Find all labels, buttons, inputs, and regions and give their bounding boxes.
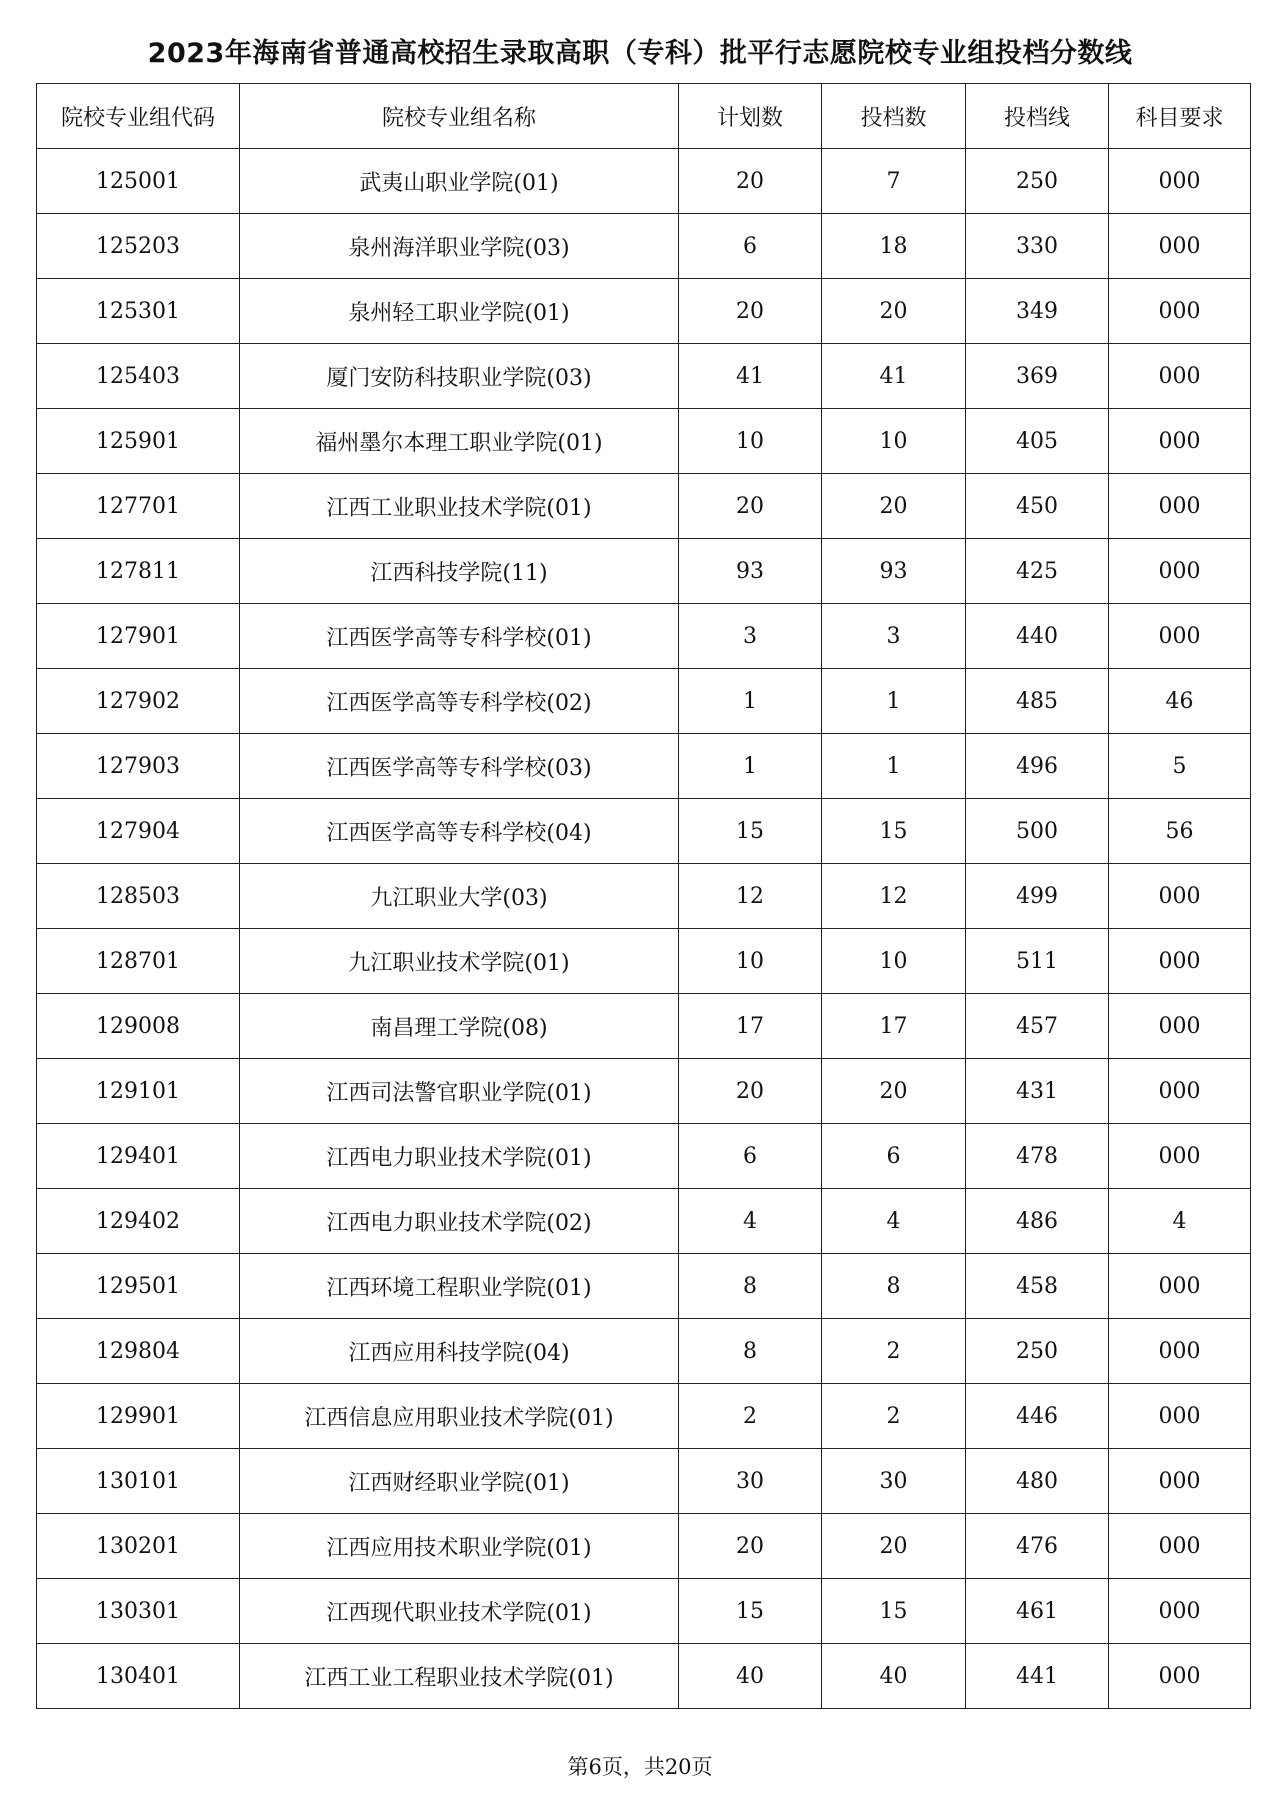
cell-subject-requirement: 000 bbox=[1109, 279, 1251, 344]
cell-filed-count: 40 bbox=[822, 1644, 966, 1709]
table-row bbox=[37, 1644, 1251, 1709]
cell-group-code: 130401 bbox=[37, 1644, 240, 1709]
cell-group-name: 江西工业工程职业技术学院(01) bbox=[240, 1644, 679, 1709]
cell-cutoff-score: 369 bbox=[966, 344, 1109, 409]
cell-filed-count: 20 bbox=[822, 1514, 966, 1579]
cell-group-name: 武夷山职业学院(01) bbox=[240, 149, 679, 214]
cell-subject-requirement: 000 bbox=[1109, 929, 1251, 994]
cell-filed-count: 15 bbox=[822, 799, 966, 864]
table-row bbox=[37, 1059, 1251, 1124]
cell-subject-requirement: 000 bbox=[1109, 214, 1251, 279]
cell-subject-requirement: 000 bbox=[1109, 1059, 1251, 1124]
table-row bbox=[37, 1579, 1251, 1644]
table-body bbox=[37, 149, 1251, 1709]
table-row bbox=[37, 864, 1251, 929]
cell-plan-count: 2 bbox=[679, 1384, 822, 1449]
cell-group-name: 江西财经职业学院(01) bbox=[240, 1449, 679, 1514]
cell-group-code: 129901 bbox=[37, 1384, 240, 1449]
cell-plan-count: 20 bbox=[679, 474, 822, 539]
cell-group-code: 127903 bbox=[37, 734, 240, 799]
cell-plan-count: 93 bbox=[679, 539, 822, 604]
cell-group-name: 江西电力职业技术学院(01) bbox=[240, 1124, 679, 1189]
page-title: 2023年海南省普通高校招生录取高职（专科）批平行志愿院校专业组投档分数线 bbox=[147, 38, 1133, 69]
cell-group-name: 南昌理工学院(08) bbox=[240, 994, 679, 1059]
cell-filed-count: 12 bbox=[822, 864, 966, 929]
cell-filed-count: 7 bbox=[822, 149, 966, 214]
cell-subject-requirement: 000 bbox=[1109, 1384, 1251, 1449]
cell-group-name: 泉州海洋职业学院(03) bbox=[240, 214, 679, 279]
table-row bbox=[37, 409, 1251, 474]
table-row bbox=[37, 669, 1251, 734]
cell-plan-count: 8 bbox=[679, 1254, 822, 1319]
cell-group-name: 江西医学高等专科学校(02) bbox=[240, 669, 679, 734]
cell-group-name: 江西科技学院(11) bbox=[240, 539, 679, 604]
cell-cutoff-score: 250 bbox=[966, 149, 1109, 214]
cell-plan-count: 6 bbox=[679, 214, 822, 279]
score-table bbox=[36, 83, 1251, 1709]
cell-group-code: 125301 bbox=[37, 279, 240, 344]
cell-group-name: 九江职业技术学院(01) bbox=[240, 929, 679, 994]
cell-filed-count: 3 bbox=[822, 604, 966, 669]
cell-filed-count: 1 bbox=[822, 669, 966, 734]
cell-group-code: 130201 bbox=[37, 1514, 240, 1579]
cell-group-name: 九江职业大学(03) bbox=[240, 864, 679, 929]
cell-plan-count: 20 bbox=[679, 279, 822, 344]
cell-subject-requirement: 000 bbox=[1109, 604, 1251, 669]
cell-subject-requirement: 000 bbox=[1109, 409, 1251, 474]
cell-cutoff-score: 476 bbox=[966, 1514, 1109, 1579]
cell-filed-count: 4 bbox=[822, 1189, 966, 1254]
table-row bbox=[37, 344, 1251, 409]
cell-cutoff-score: 500 bbox=[966, 799, 1109, 864]
cell-cutoff-score: 478 bbox=[966, 1124, 1109, 1189]
cell-plan-count: 3 bbox=[679, 604, 822, 669]
cell-plan-count: 20 bbox=[679, 1059, 822, 1124]
cell-plan-count: 10 bbox=[679, 409, 822, 474]
cell-group-code: 129401 bbox=[37, 1124, 240, 1189]
cell-plan-count: 1 bbox=[679, 669, 822, 734]
cell-group-code: 129101 bbox=[37, 1059, 240, 1124]
cell-subject-requirement: 46 bbox=[1109, 669, 1251, 734]
cell-filed-count: 20 bbox=[822, 1059, 966, 1124]
table-header-row bbox=[37, 84, 1251, 149]
cell-plan-count: 40 bbox=[679, 1644, 822, 1709]
cell-group-code: 130301 bbox=[37, 1579, 240, 1644]
table-row bbox=[37, 539, 1251, 604]
table-row bbox=[37, 1124, 1251, 1189]
cell-subject-requirement: 000 bbox=[1109, 1254, 1251, 1319]
cell-cutoff-score: 431 bbox=[966, 1059, 1109, 1124]
table-row bbox=[37, 279, 1251, 344]
cell-filed-count: 6 bbox=[822, 1124, 966, 1189]
header-plan-count: 计划数 bbox=[679, 84, 822, 149]
cell-filed-count: 30 bbox=[822, 1449, 966, 1514]
cell-cutoff-score: 450 bbox=[966, 474, 1109, 539]
cell-plan-count: 15 bbox=[679, 1579, 822, 1644]
cell-filed-count: 18 bbox=[822, 214, 966, 279]
header-subject-requirement: 科目要求 bbox=[1109, 84, 1251, 149]
cell-group-code: 127901 bbox=[37, 604, 240, 669]
cell-group-name: 江西医学高等专科学校(03) bbox=[240, 734, 679, 799]
table-row bbox=[37, 214, 1251, 279]
cell-group-code: 127701 bbox=[37, 474, 240, 539]
cell-group-name: 江西应用技术职业学院(01) bbox=[240, 1514, 679, 1579]
cell-group-name: 厦门安防科技职业学院(03) bbox=[240, 344, 679, 409]
cell-filed-count: 20 bbox=[822, 279, 966, 344]
cell-group-name: 江西电力职业技术学院(02) bbox=[240, 1189, 679, 1254]
page-number: 第6页，共20页 bbox=[567, 1755, 713, 1779]
cell-cutoff-score: 485 bbox=[966, 669, 1109, 734]
cell-subject-requirement: 000 bbox=[1109, 994, 1251, 1059]
cell-subject-requirement: 000 bbox=[1109, 1449, 1251, 1514]
cell-subject-requirement: 000 bbox=[1109, 1644, 1251, 1709]
cell-filed-count: 15 bbox=[822, 1579, 966, 1644]
cell-subject-requirement: 000 bbox=[1109, 864, 1251, 929]
cell-group-code: 125901 bbox=[37, 409, 240, 474]
cell-subject-requirement: 000 bbox=[1109, 539, 1251, 604]
cell-plan-count: 17 bbox=[679, 994, 822, 1059]
cell-cutoff-score: 349 bbox=[966, 279, 1109, 344]
header-group-code: 院校专业组代码 bbox=[37, 84, 240, 149]
cell-plan-count: 20 bbox=[679, 149, 822, 214]
cell-subject-requirement: 000 bbox=[1109, 1319, 1251, 1384]
cell-cutoff-score: 425 bbox=[966, 539, 1109, 604]
header-filed-count: 投档数 bbox=[822, 84, 966, 149]
table-row bbox=[37, 734, 1251, 799]
cell-group-code: 129008 bbox=[37, 994, 240, 1059]
cell-group-code: 128503 bbox=[37, 864, 240, 929]
cell-subject-requirement: 000 bbox=[1109, 149, 1251, 214]
cell-group-name: 江西医学高等专科学校(04) bbox=[240, 799, 679, 864]
cell-group-name: 江西司法警官职业学院(01) bbox=[240, 1059, 679, 1124]
cell-subject-requirement: 000 bbox=[1109, 344, 1251, 409]
table-row bbox=[37, 604, 1251, 669]
cell-cutoff-score: 330 bbox=[966, 214, 1109, 279]
cell-subject-requirement: 4 bbox=[1109, 1189, 1251, 1254]
cell-group-code: 129501 bbox=[37, 1254, 240, 1319]
cell-cutoff-score: 441 bbox=[966, 1644, 1109, 1709]
cell-subject-requirement: 000 bbox=[1109, 1124, 1251, 1189]
cell-subject-requirement: 000 bbox=[1109, 474, 1251, 539]
cell-group-code: 125403 bbox=[37, 344, 240, 409]
cell-filed-count: 10 bbox=[822, 929, 966, 994]
cell-plan-count: 20 bbox=[679, 1514, 822, 1579]
cell-group-name: 泉州轻工职业学院(01) bbox=[240, 279, 679, 344]
table-row bbox=[37, 1189, 1251, 1254]
table-row bbox=[37, 1449, 1251, 1514]
cell-group-name: 江西信息应用职业技术学院(01) bbox=[240, 1384, 679, 1449]
cell-group-name: 江西医学高等专科学校(01) bbox=[240, 604, 679, 669]
cell-cutoff-score: 496 bbox=[966, 734, 1109, 799]
table-row bbox=[37, 474, 1251, 539]
cell-cutoff-score: 511 bbox=[966, 929, 1109, 994]
cell-subject-requirement: 000 bbox=[1109, 1579, 1251, 1644]
cell-cutoff-score: 461 bbox=[966, 1579, 1109, 1644]
cell-group-code: 129804 bbox=[37, 1319, 240, 1384]
table-row bbox=[37, 799, 1251, 864]
cell-group-name: 江西环境工程职业学院(01) bbox=[240, 1254, 679, 1319]
cell-cutoff-score: 250 bbox=[966, 1319, 1109, 1384]
table-row bbox=[37, 994, 1251, 1059]
header-group-name: 院校专业组名称 bbox=[240, 84, 679, 149]
cell-filed-count: 17 bbox=[822, 994, 966, 1059]
cell-cutoff-score: 457 bbox=[966, 994, 1109, 1059]
cell-cutoff-score: 480 bbox=[966, 1449, 1109, 1514]
cell-filed-count: 20 bbox=[822, 474, 966, 539]
cell-group-code: 128701 bbox=[37, 929, 240, 994]
cell-cutoff-score: 486 bbox=[966, 1189, 1109, 1254]
cell-plan-count: 10 bbox=[679, 929, 822, 994]
cell-group-name: 江西应用科技学院(04) bbox=[240, 1319, 679, 1384]
cell-filed-count: 2 bbox=[822, 1319, 966, 1384]
cell-plan-count: 41 bbox=[679, 344, 822, 409]
cell-group-code: 125203 bbox=[37, 214, 240, 279]
cell-cutoff-score: 440 bbox=[966, 604, 1109, 669]
cell-subject-requirement: 56 bbox=[1109, 799, 1251, 864]
cell-group-name: 江西工业职业技术学院(01) bbox=[240, 474, 679, 539]
cell-filed-count: 8 bbox=[822, 1254, 966, 1319]
header-cutoff-score: 投档线 bbox=[966, 84, 1109, 149]
cell-plan-count: 15 bbox=[679, 799, 822, 864]
cell-cutoff-score: 446 bbox=[966, 1384, 1109, 1449]
table-row bbox=[37, 1514, 1251, 1579]
table-row bbox=[37, 1384, 1251, 1449]
cell-group-code: 129402 bbox=[37, 1189, 240, 1254]
table-row bbox=[37, 1319, 1251, 1384]
cell-group-code: 127902 bbox=[37, 669, 240, 734]
cell-plan-count: 8 bbox=[679, 1319, 822, 1384]
cell-cutoff-score: 458 bbox=[966, 1254, 1109, 1319]
cell-group-code: 130101 bbox=[37, 1449, 240, 1514]
cell-group-name: 江西现代职业技术学院(01) bbox=[240, 1579, 679, 1644]
table-row bbox=[37, 149, 1251, 214]
cell-group-code: 127904 bbox=[37, 799, 240, 864]
cell-group-name: 福州墨尔本理工职业学院(01) bbox=[240, 409, 679, 474]
cell-plan-count: 4 bbox=[679, 1189, 822, 1254]
cell-filed-count: 2 bbox=[822, 1384, 966, 1449]
cell-plan-count: 6 bbox=[679, 1124, 822, 1189]
table-row bbox=[37, 929, 1251, 994]
cell-plan-count: 1 bbox=[679, 734, 822, 799]
cell-filed-count: 1 bbox=[822, 734, 966, 799]
cell-filed-count: 10 bbox=[822, 409, 966, 474]
cell-cutoff-score: 499 bbox=[966, 864, 1109, 929]
cell-plan-count: 12 bbox=[679, 864, 822, 929]
cell-subject-requirement: 000 bbox=[1109, 1514, 1251, 1579]
table-row bbox=[37, 1254, 1251, 1319]
cell-filed-count: 41 bbox=[822, 344, 966, 409]
cell-plan-count: 30 bbox=[679, 1449, 822, 1514]
cell-group-code: 125001 bbox=[37, 149, 240, 214]
cell-cutoff-score: 405 bbox=[966, 409, 1109, 474]
cell-subject-requirement: 5 bbox=[1109, 734, 1251, 799]
cell-group-code: 127811 bbox=[37, 539, 240, 604]
cell-filed-count: 93 bbox=[822, 539, 966, 604]
